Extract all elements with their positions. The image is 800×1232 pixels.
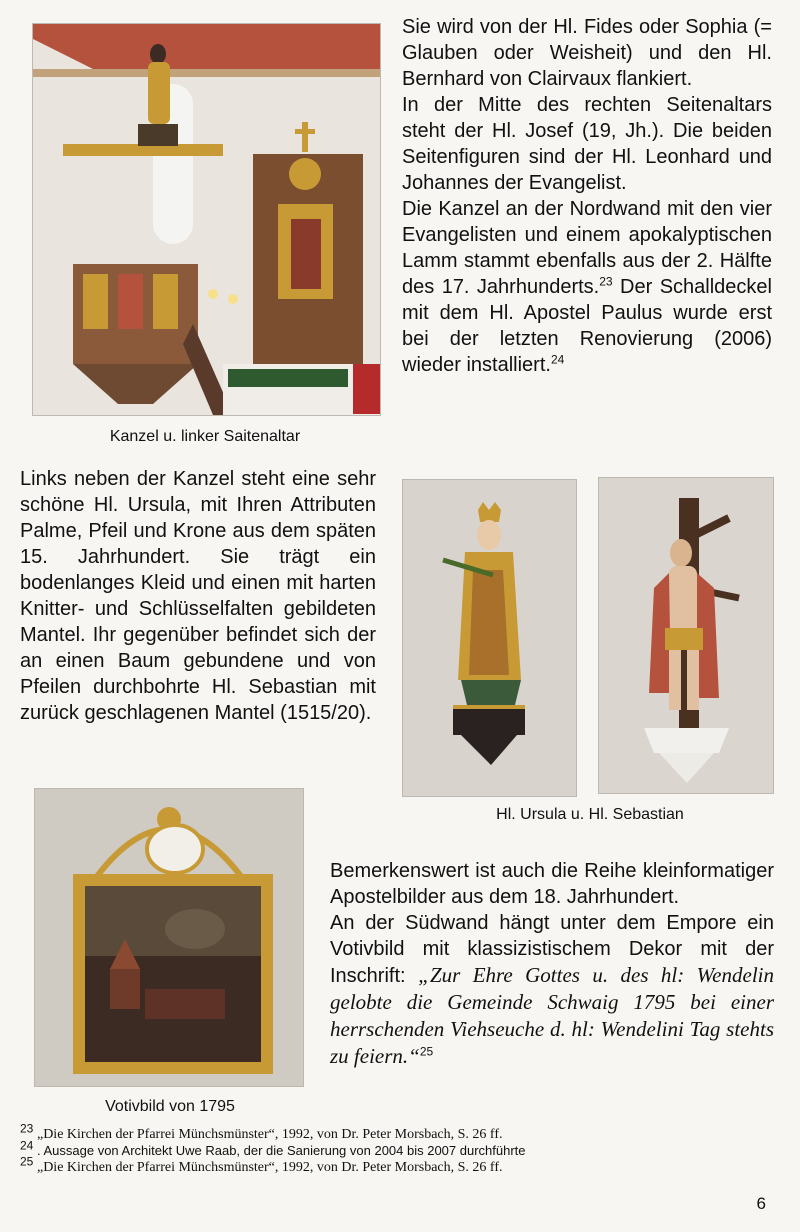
- paragraph-josef: In der Mitte des rechten Seitenaltars steht der Hl. Josef (19, Jh.). Die beiden Seitenfiguren sind der Hl. Leonhard und Johannes der Evangelist.: [402, 94, 772, 194]
- paragraph-votivbild: [330, 910, 774, 1070]
- photo-ursula: [402, 479, 577, 797]
- text-block-left-middle: [20, 466, 376, 726]
- paragraph-apostelbilder: Bemerkenswert ist auch die Reihe kleinformatiger Apostelbilder aus dem 18. Jahrhundert.: [330, 860, 774, 908]
- paragraph-fides: Sie wird von der Hl. Fides oder Sophia (= Glauben oder Weisheit) und den Hl. Bernhard von Clairvaux flankiert.: [402, 16, 772, 90]
- inscription-quote: „Zur Ehre Gottes u. des hl: Wendelin gelobte die Gemeinde Schwaig 1795 bei einer herrschenden Viehseuche d. hl: Wendelini Tag stehts zu feiern.“: [330, 963, 774, 1068]
- paragraph-kanzel-text: Die Kanzel an der Nordwand mit den vier Evangelisten und einem apokalyptischen Lamm stammt ebenfalls aus der 2. Hälfte des 17. Jahrhunderts.: [402, 198, 772, 298]
- footnote-24: [20, 1138, 720, 1159]
- footnote-ref-23: 23: [599, 274, 613, 289]
- caption-ursula-sebastian: Hl. Ursula u. Hl. Sebastian: [496, 806, 684, 823]
- footnote-number: 24: [20, 1138, 34, 1153]
- footnote-text: . Aussage von Architekt Uwe Raab, der die Sanierung von 2004 bis 2007 durchführte: [36, 1143, 526, 1158]
- footnotes: [20, 1121, 720, 1176]
- footnote-ref-24: 24: [550, 352, 565, 367]
- photo-sebastian: [598, 477, 774, 794]
- caption-pulpit: Kanzel u. linker Saitenaltar: [109, 428, 301, 445]
- paragraph-votivbild-text: An der Südwand hängt unter dem Empore ein Votivbild mit klassizistischem Dekor mit der Inschrift:: [330, 912, 774, 987]
- footnote-25: [20, 1154, 720, 1176]
- caption-votive: Votivbild von 1795: [105, 1098, 235, 1115]
- footnote-23: [20, 1121, 720, 1143]
- paragraph-kanzel: [402, 196, 772, 378]
- footnote-number: 23: [20, 1121, 34, 1136]
- paragraph-ursula: Links neben der Kanzel steht eine sehr schöne Hl. Ursula, mit Ihren Attributen Palme, Pfeil und Krone aus dem späten 15. Jahrhundert. Sie trägt ein bodenlanges Kleid und einen mit harten Knitter- und Schlüsselfalten gebildeten Mantel. Ihr gegenüber befindet sich der an einen Baum gebundene und von Pfeilen durchbohrte Hl. Sebastian mit zurück geschlagenen Mantel (1515/20).: [20, 468, 376, 724]
- text-block-right-top: [402, 14, 772, 378]
- page-number: 6: [756, 1194, 766, 1213]
- text-block-right-bottom: [330, 858, 774, 1070]
- photo-votive-painting: [34, 788, 304, 1087]
- footnote-text: „Die Kirchen der Pfarrei Münchsmünster“, 1992, von Dr. Peter Morsbach, S. 26 ff.: [36, 1127, 503, 1142]
- footnote-ref-25: 25: [419, 1044, 434, 1059]
- photo-pulpit-side-altar: [32, 23, 381, 416]
- footnote-text: „Die Kirchen der Pfarrei Münchsmünster“, 1992, von Dr. Peter Morsbach, S. 26 ff.: [36, 1160, 503, 1175]
- paragraph-schalldeckel-text: Der Schalldeckel mit dem Hl. Apostel Paulus wurde erst bei der letzten Renovierung (2006) wieder installiert.: [402, 276, 772, 376]
- footnote-number: 25: [20, 1154, 34, 1169]
